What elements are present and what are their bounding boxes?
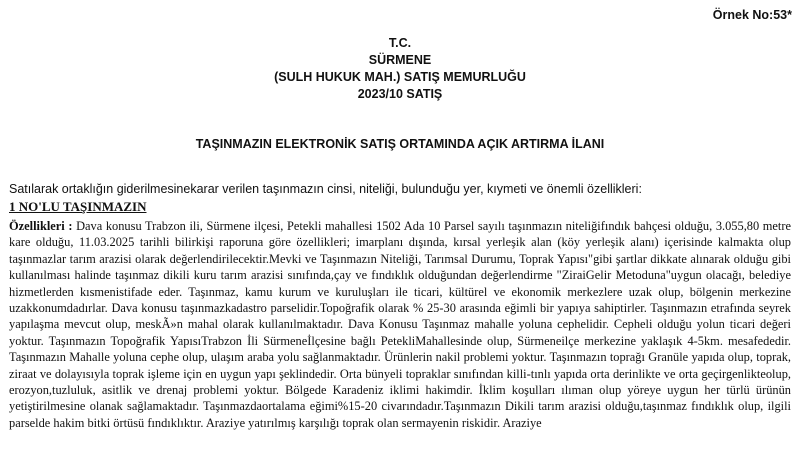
header-line-office: (SULH HUKUK MAH.) SATIŞ MEMURLUĞU <box>274 70 526 84</box>
document-header <box>0 35 800 103</box>
header-line-tc: T.C. <box>388 36 412 50</box>
example-number: Örnek No:53* <box>712 8 792 22</box>
features-text: Dava konusu Trabzon ili, Sürmene ilçesi, Petekli mahallesi 1502 Ada 10 Parsel sayılı taşınmazın niteliğifındık bahçesi olduğu, 3.055,80 metre kare olduğu, 11.03.2025 tarihli bilirkişi raporuna göre özellikleri; imarplanı dışında, kırsal yerleşik alan (köy yerleşik alanı) içerisinde kalmakta olup taşınmazlar tarım arazisi olarak değerlendirilecektir.Mevki ve Taşınmazın Niteliği, Tarımsal Durumu, Toprak Yapısı"gibi şartlar dikkate alınarak olduğu gibi kullanılması halinde taşınmaz dikili kuru tarım arazisi sınıfında,çay ve fındıklık olduğundan değerlendirme "ZiraiGelir Metoduna"uygun olacağı, belediye hizmetlerden kısmenistifade eder. Taşınmaz, kamu kurum ve kuruluşları ile ticari, kültürel ve ekonomik merkezlere uzak olup, bölgenin merkezine uzakkonumdadırlar. Dava konusu taşınmazkadastro parselidir.Topoğrafik olarak % 25-30 arasında eğimli bir yapıya sahiptirler. Taşınmazın etrafında seyrek yapılaşma mevcut olup, meskÃ»n mahal olarak kullanılmaktadır. Dava Konusu Taşınmaz mahalle yoluna cephelidir. Cepheli olduğu yolun ticari değeri yoktur. Taşınmazın Topoğrafik YapısıTrabzon İli Sürmeneİlçesine bağlı PetekliMahallesinde olup, Sürmeneilçe merkezine yaklaşık 4-5km. mesafededir. Taşınmazın Mahalle yoluna cephe olup, ulaşım araba yolu sağlanmaktadır. Ürünlerin nakil problemi yoktur. Taşınmazın toprağı Granüle yapıda olup, toprak, ziraat ve dolayısıyla toprak işleme için en uygun yapı şeklindedir. Orta bünyeli topraklar sınıfından killi-tınlı yapıda orta derinlikte ve orta geçirgenlikteolup, erozyon,tuzluluk, asitlik ve drenaj problemi yoktur. Bölgede Karadeniz iklimi hakimdir. İklim koşulları ılıman olup yöreye uygun her türlü ürünün yetiştirilmesine olanak sağlamaktadır. Taşınmazdaortalama eğimi%15-20 civarındadır.Taşınmazın Dikili tarım arazisi olduğu,taşınmaz fındıklık olup, ilgili parselde hakim bitki örtüsü fındıklıktır. Araziye yatırılmış karşılığı toprak olan sermayenin riskidir. Araziye <box>9 219 791 430</box>
property-heading: 1 NO'LU TAŞINMAZIN <box>9 199 147 214</box>
notice-title: TAŞINMAZIN ELEKTRONİK SATIŞ ORTAMINDA AÇIK ARTIRMA İLANI <box>195 137 605 151</box>
header-line-district: SÜRMENE <box>368 53 432 67</box>
features-label: Özellikleri : <box>9 219 73 233</box>
intro-paragraph: Satılarak ortaklığın giderilmesinekarar verilen taşınmazın cinsi, niteliği, bulunduğu yer, kıymeti ve önemli özellikleri: <box>9 182 642 196</box>
property-description <box>9 218 791 431</box>
header-line-case-number: 2023/10 SATIŞ <box>357 87 443 101</box>
